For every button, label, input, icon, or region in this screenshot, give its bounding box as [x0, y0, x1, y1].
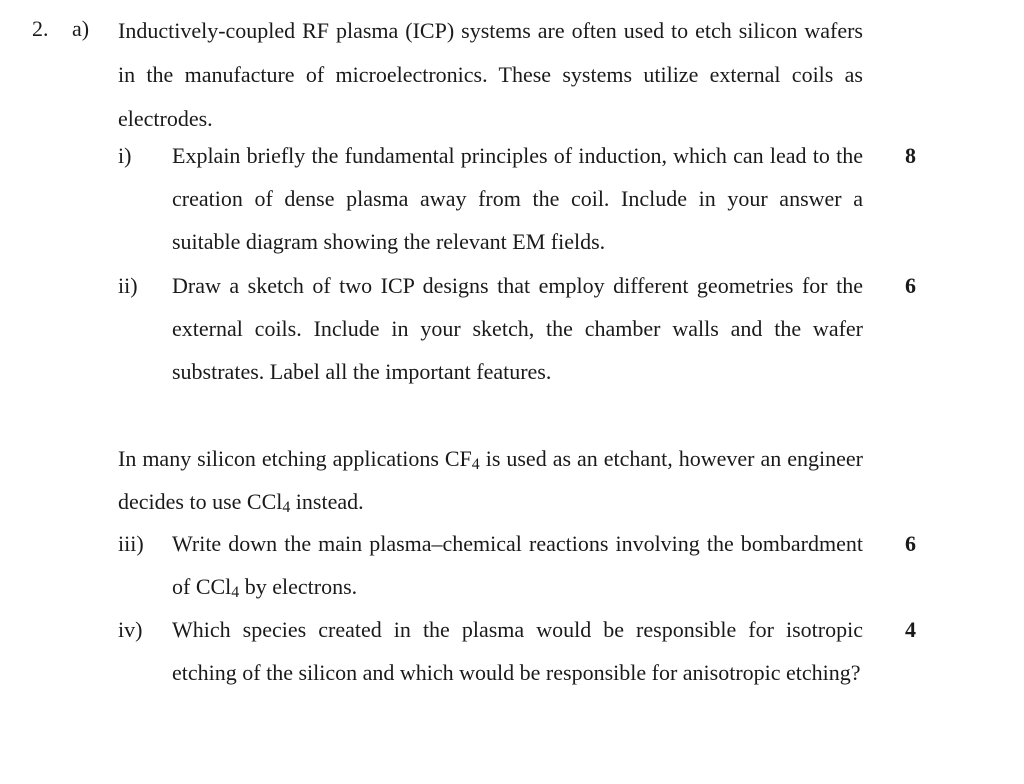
subpart-i-text: Explain briefly the fundamental principles of induction, which can lead to the creation of dense plasma away from the coil. Include in your answer a suitable diagram showing the relevant EM fields. [172, 143, 863, 254]
cf4-subscript: 4 [471, 455, 480, 473]
para-part-1: In many silicon etching applications CF [118, 446, 472, 471]
subpart-iii-ccl4-subscript: 4 [231, 583, 240, 601]
context-paragraph [118, 437, 863, 523]
subpart-ii-marks: 6 [905, 273, 916, 298]
question-number: 2. [32, 16, 49, 41]
ccl4-subscript: 4 [282, 498, 291, 516]
subpart-iii-label: iii) [118, 531, 144, 556]
subpart-iv-marks: 4 [905, 617, 916, 642]
subpart-i-label: i) [118, 143, 132, 168]
para-part-3: instead. [290, 489, 364, 514]
subpart-ii-label: ii) [118, 273, 138, 298]
subpart-iii-text-before: Write down the main plasma–chemical reactions involving the bombardment of CCl [172, 531, 863, 599]
subpart-ii-text: Draw a sketch of two ICP designs that employ different geometries for the external coils. Include in your sketch, the chamber walls and the wafer substrates. Label all the important features. [172, 273, 863, 384]
subpart-iv-label: iv) [118, 617, 143, 642]
subpart-iii-text [172, 522, 863, 608]
subpart-iii-text-after: by electrons. [239, 574, 358, 599]
subpart-i-marks: 8 [905, 143, 916, 168]
subpart-iii-marks: 6 [905, 531, 916, 556]
para-part-2: is used as an etchant, however an engineer decides to use CCl [118, 446, 863, 514]
part-label: a) [72, 16, 90, 41]
subpart-iv-text: Which species created in the plasma would be responsible for isotropic etching of the silicon and which would be responsible for anisotropic etching? [172, 617, 863, 685]
question-intro: Inductively-coupled RF plasma (ICP) systems are often used to etch silicon wafers in the manufacture of microelectronics. These systems utilize external coils as electrodes. [118, 18, 863, 131]
